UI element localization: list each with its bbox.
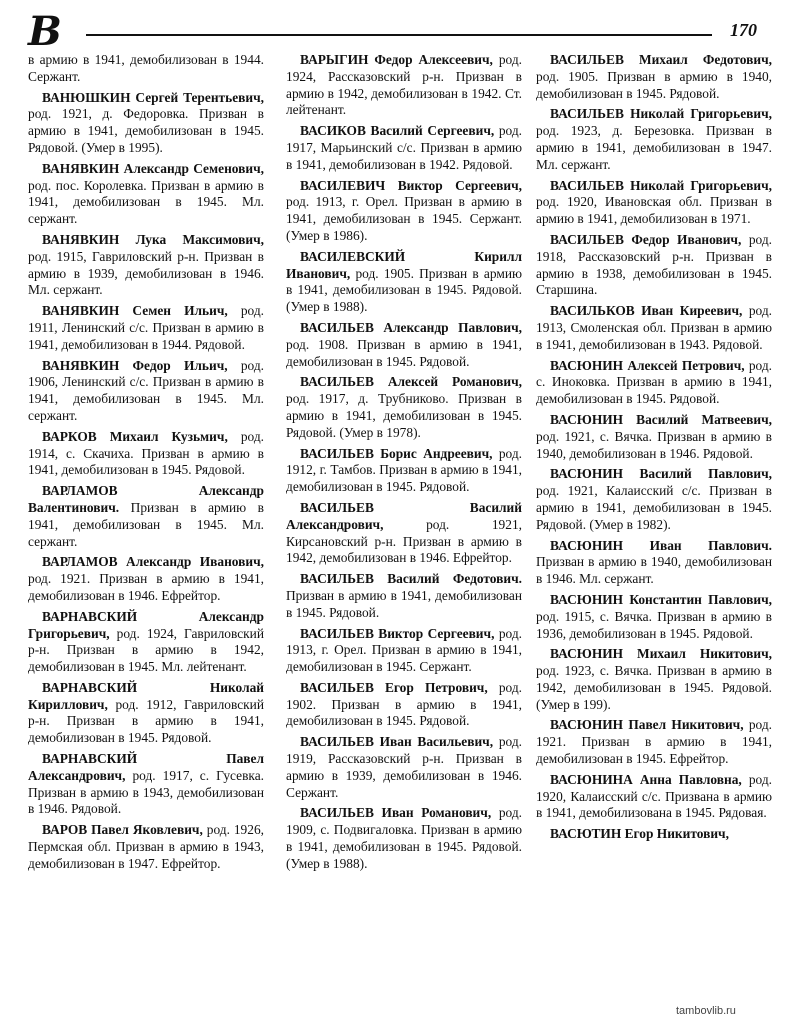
entry-text: род. 1915, с. Вячка. Призван в армию в 1936, демобилизован в 1945. Рядовой. [536,608,772,641]
entry-name: ВАСЮНИН Иван Павлович. [550,537,772,553]
entry-text: род. 1909, с. Подвигаловка. Призван в армию в 1941, демобилизован в 1945. Рядовой. (Умер в 1988). [286,805,522,871]
entry-text: род. 1921, Кирсановский р-н. Призван в армию в 1942, демобилизован в 1946. Ефрейтор. [286,516,522,566]
entry [536,646,772,713]
entry-name: ВАРЛАМОВ Александр Иванович, [42,554,264,570]
entry [536,826,772,843]
entry [28,751,264,818]
entry [536,592,772,642]
entry [286,805,522,872]
entry-name: ВАСИЛЬЕВ Егор Петрович, [300,679,488,695]
entry [28,358,264,425]
entry-text: Призван в армию в 1940, демобилизован в 1946. Мл. сержант. [536,554,772,587]
entry-name: ВАСИЛЬЕВ Василий Александрович, [286,499,522,532]
entry [286,320,522,370]
entry-text: род. 1918, Рассказовский р-н. Призван в армию в 1938, демобилизован в 1945. Старшина. [536,231,772,298]
header-rule [86,34,712,36]
entry-name: ВАСЮНИН Алексей Петрович, [550,357,745,373]
entry-name: ВАРОВ Павел Яковлевич, [42,822,203,838]
entry-name: ВАРЛАМОВ Александр Валентинович. [28,483,264,515]
entry-text: род. 1924, Рассказовский р-н. Призван в армию в 1942, демобилизован в 1942. Ст. лейтенант. [286,52,522,118]
entry [536,106,772,173]
column-3 [536,52,772,847]
entry-text: род. 1902. Призван в армию в 1941, демобилизован в 1945. Рядовой. [286,679,522,729]
entry-name: ВАСИЛЬЕВ Иван Романович, [300,805,492,821]
entry [536,178,772,228]
entry [286,734,522,801]
entry-name: ВАСЮНИН Василий Матвеевич, [550,411,772,427]
entry-text: род. 1908. Призван в армию в 1941, демобилизован в 1945. Рядовой. [286,336,522,369]
entry-text: род. 1912, Гавриловский р-н. Призван в армию в 1941, демобилизован в 1945. Рядовой. [28,696,264,746]
entry-name: ВАРНАВСКИЙ Александр Григорьевич, [28,608,264,641]
entry [28,303,264,353]
entry-name: ВАСЮНИН Константин Павлович, [550,591,772,607]
entry-text: род. 1913, г. Орел. Призван в армию в 1941, демобилизован в 1945. Сержант. [286,625,522,675]
entry [536,772,772,822]
entry [28,52,264,86]
entry-text: род. 1919, Рассказовский р-н. Призван в армию в 1939, демобилизован в 1946. Сержант. [286,734,523,800]
entry-text: род. 1914, с. Скачиха. Призван в армию в 1941, демобилизован в 1945. Рядовой. [28,428,264,478]
entry-text: род. 1911, Ленинский с/с. Призван в армию в 1941, демобилизован в 1944. Рядовой. [28,303,264,352]
entry [536,358,772,408]
entry-name: ВАСИЛЬЕВ Алексей Романович, [300,374,522,390]
entry-name: ВАСИЛЬЕВ Василий Федотович. [300,571,522,587]
entry-text: род. 1905. Призван в армию в 1941, демобилизован в 1945. Рядовой. (Умер в 1988). [286,265,522,315]
entry [28,232,264,299]
entry [28,90,264,157]
entry [536,717,772,767]
entry-name: ВАСИЛЬЕВ Борис Андреевич, [300,445,493,461]
entry [286,500,522,567]
entry-text: род. 1917, Марьинский с/с. Призван в армию в 1941, демобилизован в 1942. Рядовой. [286,123,522,172]
entry [536,232,772,299]
column-1 [28,52,264,877]
entry-name: ВАНЯВКИН Семен Ильич, [42,303,228,319]
page-header [0,0,800,55]
entry [28,429,264,479]
entry-text: род. пос. Королевка. Призван в армию в 1941, демобилизован в 1945. Мл. сержант. [28,177,264,227]
entry-text: род. 1912, г. Тамбов. Призван в армию в 1941, демобилизован в 1945. Рядовой. [286,445,523,495]
entry-text: род. 1905. Призван в армию в 1940, демобилизован в 1945. Рядовой. [536,68,772,101]
entry-text: род. 1921, д. Федоровка. Призван в армию в 1941, демобилизован в 1945. Рядовой. (Умер в 1995). [28,106,264,155]
entry-text: род. 1926, Пермская обл. Призван в армию в 1943, демобилизован в 1947. Ефрейтор. [28,822,264,871]
entry [536,412,772,462]
entry [28,680,264,747]
entry [286,680,522,730]
entry-name: ВАСИЛЬКОВ Иван Киреевич, [550,303,743,319]
entry-name: ВАСИЛЬЕВ Иван Васильевич, [300,734,494,750]
entry [28,554,264,604]
entry-text: род. 1917, с. Гусевка. Призван в армию в 1943, демобилизован в 1946. Рядовой. [28,767,264,817]
entry [536,538,772,588]
entry [28,609,264,676]
entry-name: ВАСЮНИН Василий Павлович, [550,466,772,482]
entry-text: род. 1921, с. Вячка. Призван в армию в 1940, демобилизован в 1946. Рядовой. [536,428,772,461]
entry-text: род. с. Иноковка. Призван в армию в 1941, демобилизован в 1945. Рядовой. [536,357,772,407]
entry-text: род. 1921. Призван в армию в 1941, демобилизован в 1945. Ефрейтор. [536,717,773,767]
entry-name: ВАСИЛЬЕВ Николай Григорьевич, [550,106,772,122]
entry-name: ВАСЮНИН Павел Никитович, [550,717,744,733]
entry-name: ВАСЮТИН Егор Никитович, [550,826,729,842]
entry-text: род. 1923, с. Вячка. Призван в армию в 1942, демобилизован в 1945. Рядовой. (Умер в 199). [536,663,772,712]
entry [286,446,522,496]
entry-name: ВАСЮНИНА Анна Павловна, [550,771,742,787]
entry [28,161,264,228]
entry-text: род. 1921. Призван в армию в 1941, демобилизован в 1946. Ефрейтор. [28,571,264,603]
entry-name: ВАСИЛЬЕВ Михаил Федотович, [550,52,772,67]
entry-name: ВАСИЛЕВСКИЙ Кирилл Иванович, [286,248,522,281]
entry-text: род. 1920, Калаисский с/с. Призвана в армию в 1941, демобилизована в 1945. Рядовая. [536,771,772,821]
entry-name: ВАСИЛЬЕВ Федор Иванович, [550,231,742,247]
entry-name: ВАСИЛЬЕВ Виктор Сергеевич, [300,625,495,641]
entry [536,303,772,353]
source-watermark: tambovlib.ru [676,1005,736,1017]
entry [28,822,264,872]
entry-name: ВАНЯВКИН Александр Семенович, [42,160,264,176]
entry-name: ВАНЯВКИН Лука Максимович, [42,231,264,247]
entry-text: в армию в 1941, демобилизован в 1944. Сержант. [28,52,264,84]
entry-name: ВАНЯВКИН Федор Ильич, [42,357,228,373]
entry-text: род. 1923, д. Березовка. Призван в армию в 1941, демобилизован в 1947. Мл. сержант. [536,123,772,172]
entry-name: ВАРКОВ Михаил Кузьмич, [42,428,228,444]
entry-text: род. 1924, Гавриловский р-н. Призван в армию в 1942, демобилизован в 1945. Мл. лейтенант. [28,625,264,675]
entry [286,249,522,316]
entry-name: ВАСИКОВ Василий Сергеевич, [300,123,495,139]
section-letter: В [28,8,62,55]
entry [286,626,522,676]
entry-name: ВАРЫГИН Федор Алексеевич, [300,52,493,67]
entry [286,123,522,173]
column-2 [286,52,522,877]
entry [286,374,522,441]
entry [286,571,522,621]
page-number: 170 [730,20,757,40]
entry-name: ВАНЮШКИН Сергей Терентьевич, [42,89,264,105]
entry-text: род. 1913, Смоленская обл. Призван в армию в 1941, демобилизован в 1943. Рядовой. [536,303,773,352]
entry-text: род. 1921, Калаисский с/с. Призван в армию в 1941, демобилизован в 1945. Рядовой. (Умер в 1982). [536,483,772,532]
entry [536,52,772,102]
entry [28,483,264,550]
entry-name: ВАРНАВСКИЙ Павел Александрович, [28,751,264,783]
entry-text: Призван в армию в 1941, демобилизован в 1945. Рядовой. [286,587,522,620]
entry-text: род. 1917, д. Трубниково. Призван в армию в 1941, демобилизован в 1945. Рядовой. (Умер в 1978). [286,391,522,440]
entry-text: род. 1906, Ленинский с/с. Призван в армию в 1941, демобилизован в 1945. Мл. сержант. [28,357,264,423]
entry-text: род. 1913, г. Орел. Призван в армию в 1941, демобилизован в 1945. Сержант. (Умер в 1986). [286,194,522,243]
entry-name: ВАСИЛЬЕВ Николай Григорьевич, [550,177,772,193]
entry-name: ВАСЮНИН Михаил Никитович, [550,646,772,662]
entry-name: ВАСИЛЬЕВ Александр Павлович, [300,319,522,335]
entry-text: Призван в армию в 1941, демобилизован в 1945. Мл. сержант. [28,499,264,549]
entry-name: ВАСИЛЕВИЧ Виктор Сергеевич, [300,177,522,193]
entry [536,466,772,533]
entry [286,52,522,119]
entry-text: род. 1915, Гавриловский р-н. Призван в армию в 1939, демобилизован в 1946. Мл. сержант. [28,248,264,298]
entry-text: род. 1920, Ивановская обл. Призван в армию в 1941, демобилизован в 1971. [536,194,772,227]
entry-name: ВАРНАВСКИЙ Николай Кириллович, [28,679,264,712]
entry [286,178,522,245]
